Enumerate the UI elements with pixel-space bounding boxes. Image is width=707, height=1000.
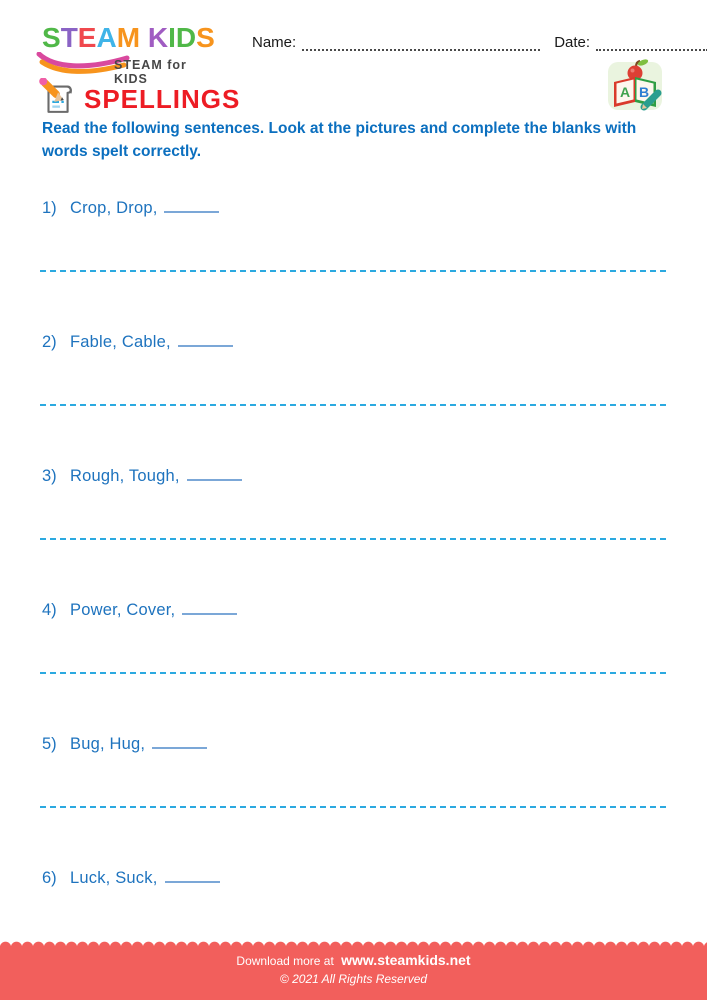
answer-blank bbox=[182, 599, 237, 615]
question-item bbox=[42, 733, 666, 755]
dashed-separator bbox=[40, 538, 666, 540]
question-text: Crop, Drop, bbox=[70, 199, 158, 217]
question-number: 2) bbox=[42, 333, 57, 351]
footer-site-url: www.steamkids.net bbox=[341, 952, 471, 968]
dashed-separator bbox=[40, 270, 666, 272]
dashed-separator bbox=[40, 806, 666, 808]
question-number: 4) bbox=[42, 601, 57, 619]
name-label: Name: bbox=[252, 34, 297, 51]
dashed-separator bbox=[40, 672, 666, 674]
logo-lower bbox=[42, 54, 215, 86]
title-row bbox=[38, 78, 240, 120]
question-text: Rough, Tough, bbox=[70, 467, 180, 485]
logo-wordmark bbox=[42, 24, 215, 52]
footer-copyright: © 2021 All Rights Reserved bbox=[279, 972, 428, 986]
question-item bbox=[42, 867, 666, 889]
question-number: 6) bbox=[42, 869, 57, 887]
page-footer bbox=[0, 940, 707, 1000]
pencil-paper-icon bbox=[38, 78, 80, 120]
name-date-row bbox=[252, 34, 707, 51]
logo-subtitle: STEAM for KIDS bbox=[114, 58, 187, 86]
question-text: Luck, Suck, bbox=[70, 869, 158, 887]
dashed-separator bbox=[40, 404, 666, 406]
date-blank-line bbox=[596, 36, 707, 51]
date-label: Date: bbox=[554, 34, 591, 51]
name-blank-line bbox=[302, 36, 540, 51]
logo-letter: I bbox=[168, 22, 176, 53]
question-number: 5) bbox=[42, 735, 57, 753]
answer-blank bbox=[165, 867, 220, 883]
question-text: Power, Cover, bbox=[70, 601, 176, 619]
answer-blank bbox=[187, 465, 242, 481]
ab-book-icon bbox=[606, 55, 664, 113]
logo-letter: S bbox=[196, 22, 215, 53]
logo-letter: S bbox=[42, 22, 61, 53]
question-item bbox=[42, 197, 666, 219]
svg-text:B: B bbox=[639, 84, 650, 100]
page-title: SPELLINGS bbox=[84, 83, 241, 114]
steamkids-logo bbox=[42, 22, 215, 86]
logo-letter: D bbox=[175, 22, 197, 53]
question-text: Bug, Hug, bbox=[70, 735, 146, 753]
question-item bbox=[42, 599, 666, 621]
instructions-text: Read the following sentences. Look at the pictures and complete the blanks with words spelt correctly. bbox=[42, 120, 637, 161]
footer-download-prefix: Download more at bbox=[236, 954, 334, 968]
logo-letter bbox=[140, 22, 148, 53]
question-item bbox=[42, 465, 666, 487]
logo-letter: E bbox=[77, 22, 97, 53]
question-number: 1) bbox=[42, 199, 57, 217]
footer-band bbox=[0, 947, 707, 1000]
svg-text:A: A bbox=[620, 84, 631, 100]
answer-blank bbox=[164, 197, 219, 213]
logo-letter: M bbox=[116, 22, 141, 53]
footer-download-line bbox=[0, 952, 707, 968]
logo-letter: T bbox=[60, 22, 78, 53]
question-text: Fable, Cable, bbox=[70, 333, 171, 351]
question-number: 3) bbox=[42, 467, 57, 485]
question-item bbox=[42, 331, 666, 353]
logo-letter: K bbox=[147, 22, 169, 53]
logo-letter: A bbox=[96, 22, 117, 53]
scallop-edge bbox=[0, 940, 707, 947]
answer-blank bbox=[152, 733, 207, 749]
questions-list bbox=[42, 197, 666, 889]
answer-blank bbox=[178, 331, 233, 347]
